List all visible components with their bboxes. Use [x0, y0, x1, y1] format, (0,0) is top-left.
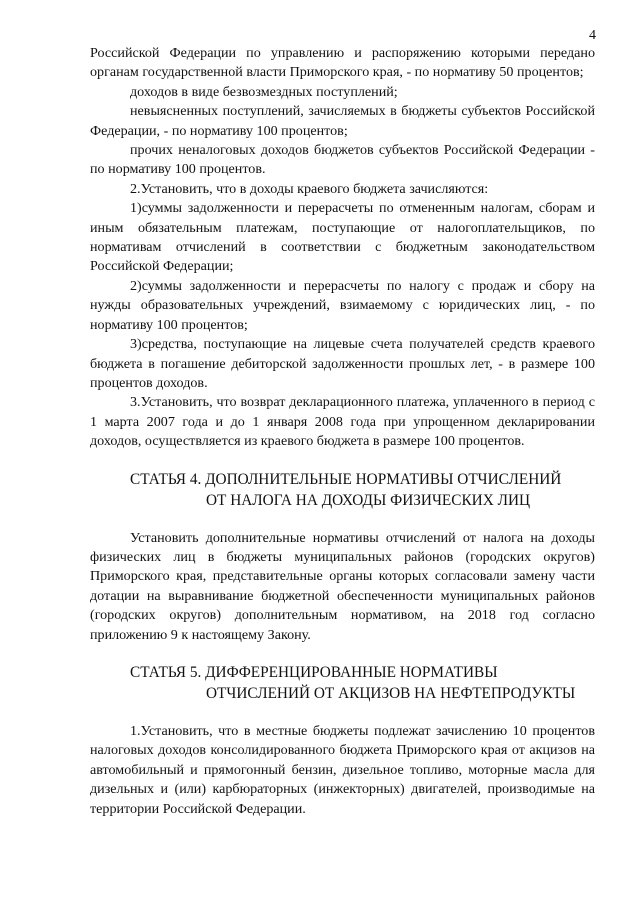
clause-2-item-2: 2)суммы задолженности и перерасчеты по налогу с продаж и сбору на нужды образовательных учреждений, взимаемому с юридических лиц, - по нормативу 100 процентов; [90, 277, 595, 333]
article-4-heading-line-2: ОТ НАЛОГА НА ДОХОДЫ ФИЗИЧЕСКИХ ЛИЦ [206, 491, 531, 509]
clause-2-item-1: 1)суммы задолженности и перерасчеты по отмененным налогам, сборам и иным обязательным платежам, поступающие от налогоплательщиков, по нормативам отчислений в соответствии с бюджетным законодательством Российской Федерации; [90, 200, 595, 275]
document-body [90, 44, 595, 819]
list-item-gratuitous-receipts: доходов в виде безвозмездных поступлений; [130, 83, 398, 100]
clause-2-intro: 2.Установить, что в доходы краевого бюджета зачисляются: [130, 180, 489, 197]
spacer [90, 511, 595, 529]
article-4-paragraph: Установить дополнительные нормативы отчислений от налога на доходы физических лиц в бюджеты муниципальных районов (городских округов) Приморского края, представительные органы которых согласовали замену части дотации на выравнивание бюджетной обеспеченности муниципальных районов (городских округов) дополнительным нормативом, на 2018 год согласно приложению 9 к настоящему Закону. [90, 529, 595, 643]
page-number: 4 [589, 28, 596, 43]
clause-3: 3.Установить, что возврат декларационного платежа, уплаченного в период с 1 марта 2007 года и до 1 января 2008 года при упрощенном декларировании доходов, осуществляется из краевого бюджета в размере 100 процентов. [90, 394, 595, 450]
article-5-heading-line-1: СТАТЬЯ 5. ДИФФЕРЕНЦИРОВАННЫЕ НОРМАТИВЫ [130, 663, 498, 681]
article-5-heading [90, 662, 595, 704]
spacer [90, 645, 595, 662]
paragraph-continuation: Российской Федерации по управлению и распоряжению которыми передано органам государственной власти Приморского края, - по нормативу 50 процентов; [90, 45, 595, 81]
article-5-heading-line-2: ОТЧИСЛЕНИЙ ОТ АКЦИЗОВ НА НЕФТЕПРОДУКТЫ [206, 684, 576, 702]
article-4-heading [90, 469, 595, 511]
article-5-paragraph: 1.Установить, что в местные бюджеты подлежат зачислению 10 процентов налоговых доходов консолидированного бюджета Приморского края от акцизов на автомобильный и прямогонный бензин, дизельное топливо, моторные масла для дизельных и (или) карбюраторных (инжекторных) двигателей, производимые на территории Российской Федерации. [90, 722, 595, 817]
clause-2-item-3: 3)средства, поступающие на лицевые счета получателей средств краевого бюджета в погашение дебиторской задолженности прошлых лет, - в размере 100 процентов доходов. [90, 336, 595, 391]
spacer [90, 452, 595, 469]
list-item-unclarified-receipts: невыясненных поступлений, зачисляемых в бюджеты субъектов Российской Федерации, - по нормативу 100 процентов; [90, 103, 595, 139]
list-item-other-non-tax-income: прочих неналоговых доходов бюджетов субъектов Российской Федерации - по нормативу 100 процентов. [90, 142, 595, 178]
spacer [90, 704, 595, 722]
article-4-heading-line-1: СТАТЬЯ 4. ДОПОЛНИТЕЛЬНЫЕ НОРМАТИВЫ ОТЧИСЛЕНИЙ [130, 470, 562, 488]
